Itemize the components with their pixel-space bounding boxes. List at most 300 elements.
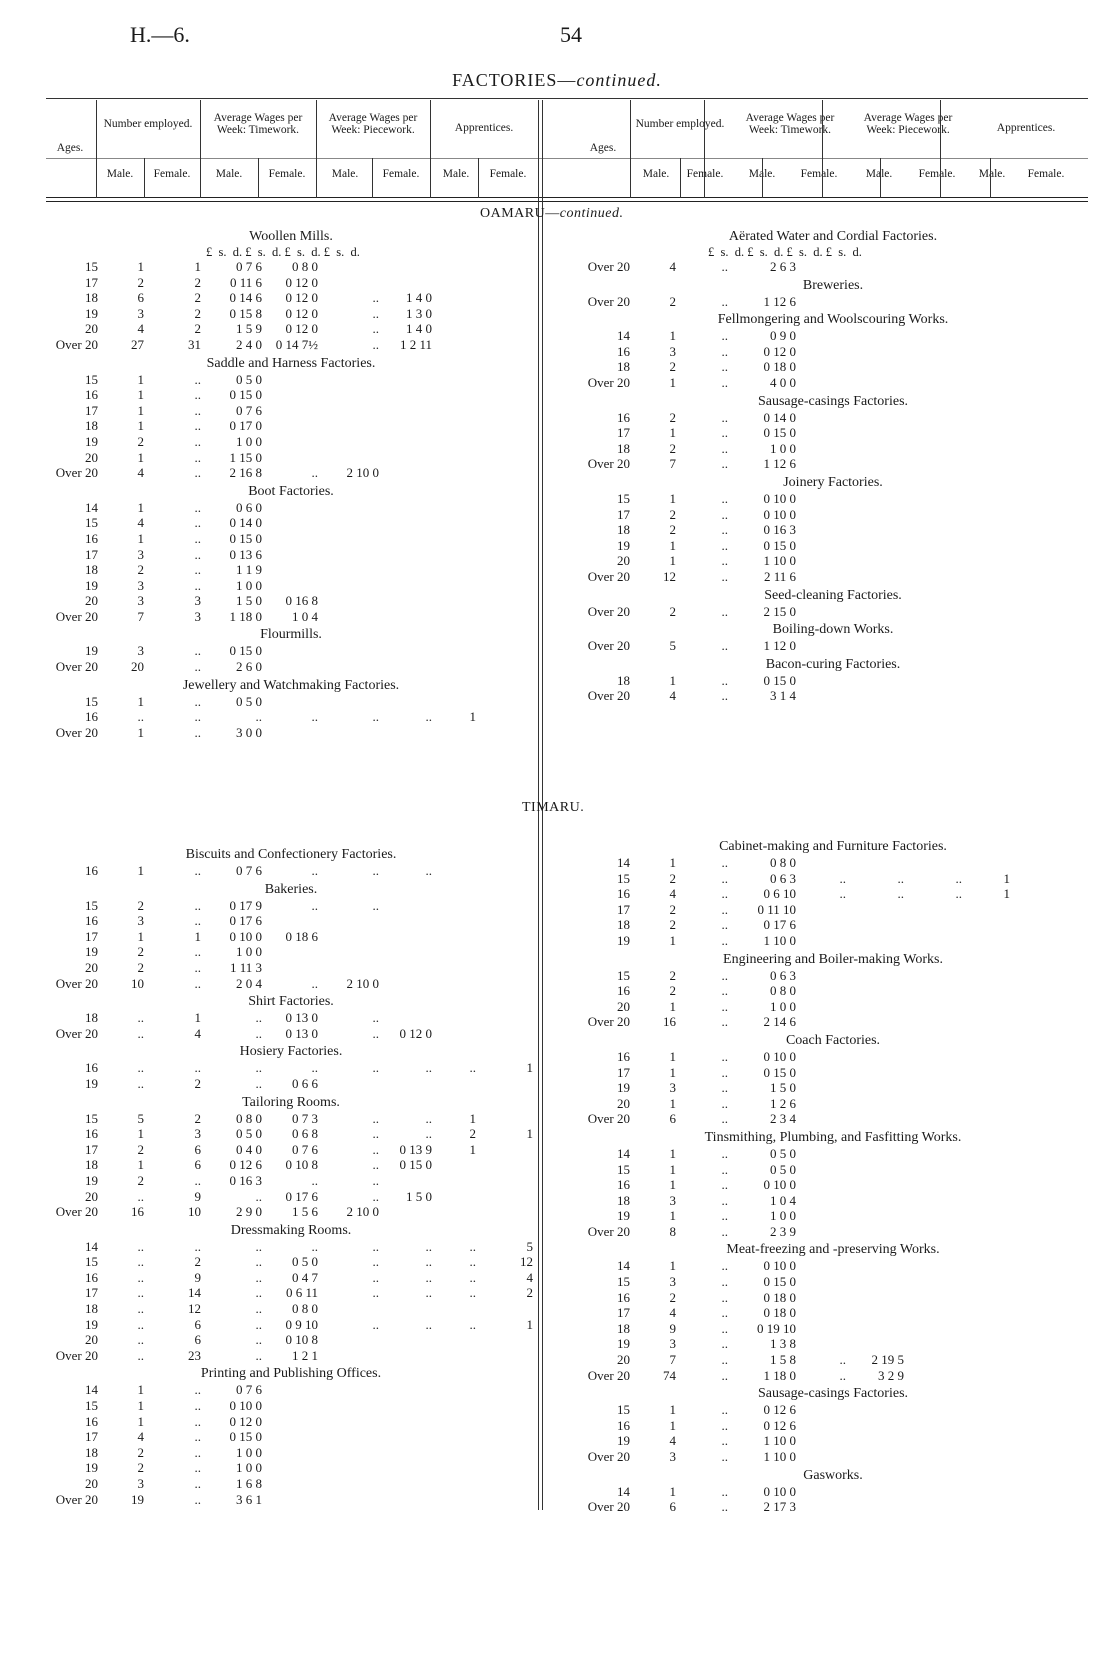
cell-female-employed: 4 xyxy=(194,1025,201,1041)
cell-female-employed: 2 xyxy=(194,305,201,321)
column-rule xyxy=(704,100,705,198)
cell-female-employed: .. xyxy=(721,1111,728,1127)
cell-male-employed: 1 xyxy=(669,537,676,553)
cell-male-employed: 3 xyxy=(137,1476,144,1491)
cell-age: Over 20 xyxy=(55,1347,98,1363)
cell-age: Over 20 xyxy=(587,688,630,704)
cell-age: 18 xyxy=(617,917,630,933)
table-row xyxy=(46,372,536,388)
cell-male-timework: 2 6 3 xyxy=(770,259,796,274)
cell-male-employed: 2 xyxy=(669,522,676,538)
cell-male-timework: .. xyxy=(255,1347,262,1363)
table-row xyxy=(46,1382,536,1398)
section-title: Biscuits and Confectionery Factories. xyxy=(185,847,397,862)
cell-female-employed: 2 xyxy=(194,1254,201,1270)
cell-male-timework: 0 5 0 xyxy=(770,1145,796,1161)
cell-age: 17 xyxy=(617,425,630,441)
cell-age: 16 xyxy=(617,1048,630,1064)
cell-female-employed: .. xyxy=(721,343,728,359)
cell-age: 18 xyxy=(85,1301,98,1317)
cell-female-employed: .. xyxy=(721,1095,728,1111)
cell-female-employed: 3 xyxy=(194,593,201,609)
cell-female-timework: 1 2 1 xyxy=(292,1347,318,1363)
cell-female-piecework: .. xyxy=(425,709,432,725)
table-row xyxy=(46,863,536,879)
cell-female-employed: .. xyxy=(721,998,728,1014)
cell-male-employed: 4 xyxy=(669,688,676,704)
cell-female-employed: .. xyxy=(721,490,728,506)
cell-age: Over 20 xyxy=(55,659,98,675)
ages-header: Ages. xyxy=(56,142,84,154)
cell-male-piecework: 2 19 5 xyxy=(871,1352,904,1368)
cell-age: Over 20 xyxy=(587,1367,630,1383)
cell-male-timework: 3 0 0 xyxy=(236,724,262,740)
table-row xyxy=(46,434,536,450)
cell-female-employed: .. xyxy=(721,456,728,472)
table-header-right xyxy=(578,104,1088,200)
table-row xyxy=(46,1026,536,1042)
table-row xyxy=(46,531,536,547)
cell-male-employed: 1 xyxy=(669,1064,676,1080)
cell-male-employed: 3 xyxy=(669,1192,676,1208)
cell-female-employed: .. xyxy=(721,917,728,933)
cell-age: 18 xyxy=(617,440,630,456)
cell-female-employed: .. xyxy=(721,1417,728,1433)
cell-male-employed: 4 xyxy=(669,886,676,902)
cell-female-employed: 2 xyxy=(194,274,201,290)
ages-header: Ages. xyxy=(589,142,617,154)
cell-age: Over 20 xyxy=(587,1449,630,1464)
cell-female-employed: .. xyxy=(721,409,728,425)
cell-male-employed: .. xyxy=(137,1316,144,1332)
cell-female-timework: .. xyxy=(311,1060,318,1076)
cell-female-employed: .. xyxy=(721,1402,728,1418)
cell-age: 15 xyxy=(85,515,98,531)
cell-male-timework: 1 0 0 xyxy=(770,1208,796,1224)
section-title: Bakeries. xyxy=(264,881,318,897)
cell-female-employed: 2 xyxy=(194,290,201,306)
cell-female-apprentices: 5 xyxy=(526,1238,533,1254)
cell-male-employed: 3 xyxy=(137,577,144,593)
cell-female-employed: .. xyxy=(194,643,201,659)
cell-male-employed: 6 xyxy=(669,1111,676,1127)
cell-male-employed: 12 xyxy=(663,568,676,584)
cell-female-employed: .. xyxy=(721,293,728,309)
cell-male-employed: 2 xyxy=(669,870,676,886)
cell-male-employed: 2 xyxy=(669,967,676,983)
cell-female-timework: 0 14 7½ xyxy=(275,336,318,352)
section-title: Meat-freezing and -preserving Works. xyxy=(726,1242,940,1258)
cell-female-piecework: .. xyxy=(425,1110,432,1126)
cell-age: 20 xyxy=(85,321,98,337)
cell-female-piecework: 0 15 0 xyxy=(399,1157,432,1173)
cell-female-piecework: 0 13 9 xyxy=(399,1141,432,1157)
cell-female-employed: .. xyxy=(194,371,201,387)
cell-age: 17 xyxy=(85,546,98,562)
table-row xyxy=(578,522,1088,538)
cell-male-employed: 8 xyxy=(669,1223,676,1239)
cell-age: 18 xyxy=(617,522,630,538)
cell-female-employed: .. xyxy=(194,546,201,562)
cell-female-employed: .. xyxy=(194,577,201,593)
cell-female-timework: 0 4 7 xyxy=(292,1269,318,1285)
cell-female-piecework: 1 4 0 xyxy=(406,290,432,306)
cell-male-apprentices: 1 xyxy=(1003,886,1010,902)
column-rule xyxy=(96,100,97,198)
cell-male-timework: 0 10 0 xyxy=(763,1048,796,1064)
cell-male-timework: 0 15 0 xyxy=(229,1429,262,1445)
cell-male-piecework: .. xyxy=(372,1285,379,1301)
cell-male-timework: 4 0 0 xyxy=(770,374,796,390)
cell-male-timework: 0 16 3 xyxy=(229,1172,262,1188)
table-row xyxy=(578,1368,1088,1384)
cell-male-employed: 1 xyxy=(669,1402,676,1418)
cell-age: 16 xyxy=(85,1413,98,1429)
table-row xyxy=(46,1460,536,1476)
cell-male-timework: 0 7 6 xyxy=(236,259,262,274)
table-row xyxy=(46,913,536,929)
cell-male-timework: 0 12 0 xyxy=(229,1413,262,1429)
cell-male-employed: .. xyxy=(137,1254,144,1270)
cell-female-employed: .. xyxy=(721,359,728,375)
cell-age: Over 20 xyxy=(55,1025,98,1041)
cell-female-piecework: .. xyxy=(425,1316,432,1332)
male-label: Male. xyxy=(748,168,776,180)
cell-age: 17 xyxy=(85,1285,98,1301)
table-row xyxy=(46,1126,536,1142)
cell-age: Over 20 xyxy=(587,603,630,619)
cell-male-timework: 0 17 6 xyxy=(763,917,796,933)
cell-male-employed: 16 xyxy=(131,1204,144,1220)
cell-male-employed: 2 xyxy=(669,901,676,917)
cell-male-timework: 0 13 6 xyxy=(229,546,262,562)
cell-male-employed: 2 xyxy=(669,506,676,522)
cell-female-employed: .. xyxy=(721,425,728,441)
cell-age: 14 xyxy=(617,328,630,344)
cell-male-employed: 2 xyxy=(669,440,676,456)
table-row xyxy=(578,1224,1088,1240)
cell-age: 14 xyxy=(85,1382,98,1398)
cell-age: 16 xyxy=(617,983,630,999)
cell-female-employed: .. xyxy=(194,1429,201,1445)
cell-male-timework: 2 16 8 xyxy=(229,465,262,481)
cell-male-piecework: .. xyxy=(372,1238,379,1254)
table-row xyxy=(578,1449,1088,1465)
cell-age: Over 20 xyxy=(55,465,98,481)
cell-male-piecework: 2 10 0 xyxy=(346,975,379,991)
cell-age: 16 xyxy=(617,343,630,359)
cell-male-employed: 2 xyxy=(669,409,676,425)
cell-male-employed: 1 xyxy=(669,932,676,948)
cell-female-employed: .. xyxy=(721,328,728,344)
cell-male-piecework: .. xyxy=(372,1060,379,1076)
table-row xyxy=(578,375,1088,391)
factory-section xyxy=(578,1030,1088,1127)
wages-timework-header: Average Wages per Week: Timework. xyxy=(745,112,835,136)
table-row xyxy=(46,1332,536,1348)
cell-male-timework: .. xyxy=(255,1316,262,1332)
cell-male-employed: 3 xyxy=(137,593,144,609)
table-row xyxy=(578,294,1088,310)
cell-male-timework: 1 0 0 xyxy=(236,1444,262,1460)
male-label: Male. xyxy=(865,168,893,180)
cell-female-employed: .. xyxy=(721,259,728,274)
cell-female-employed: .. xyxy=(194,1398,201,1414)
cell-female-employed: .. xyxy=(721,1352,728,1368)
cell-female-employed: .. xyxy=(194,913,201,929)
cell-male-timework: 0 6 3 xyxy=(770,967,796,983)
cell-female-apprentices: 1 xyxy=(526,1060,533,1076)
table-row xyxy=(578,344,1088,360)
cell-age: 16 xyxy=(85,1060,98,1076)
cell-age: 16 xyxy=(85,863,98,878)
cell-male-employed: 1 xyxy=(669,1161,676,1177)
cell-female-timework: 1 5 6 xyxy=(292,1204,318,1220)
cell-age: 20 xyxy=(85,1332,98,1348)
cell-male-timework: .. xyxy=(255,1188,262,1204)
table-row xyxy=(578,1096,1088,1112)
cell-age: 20 xyxy=(85,1188,98,1204)
cell-male-timework: 1 18 0 xyxy=(229,608,262,624)
factory-section xyxy=(578,1383,1088,1464)
cell-age: Over 20 xyxy=(55,608,98,624)
table-row xyxy=(46,694,536,710)
cell-female-employed: 2 xyxy=(194,1075,201,1091)
cell-female-employed: .. xyxy=(721,1064,728,1080)
cell-age: 20 xyxy=(617,998,630,1014)
table-row xyxy=(578,456,1088,472)
table-row xyxy=(46,1348,536,1364)
cell-female-employed: .. xyxy=(721,1433,728,1449)
cell-female-timework: .. xyxy=(839,1367,846,1383)
cell-age: 20 xyxy=(617,553,630,569)
cell-age: 17 xyxy=(85,1429,98,1445)
table-row xyxy=(578,1193,1088,1209)
cell-age: Over 20 xyxy=(55,1491,98,1507)
cell-male-timework: 2 17 3 xyxy=(763,1499,796,1515)
cell-male-employed: 2 xyxy=(137,944,144,960)
cell-female-timework: .. xyxy=(311,1238,318,1254)
region-timaru: TIMARU. xyxy=(522,800,585,815)
cell-male-timework: 0 5 0 xyxy=(236,371,262,387)
table-row xyxy=(46,725,536,741)
cell-age: 19 xyxy=(617,1080,630,1096)
cell-male-timework: 0 14 6 xyxy=(229,290,262,306)
cell-male-employed: 1 xyxy=(669,1048,676,1064)
cell-male-apprentices: 1 xyxy=(469,1110,476,1126)
cell-age: 20 xyxy=(85,959,98,975)
cell-female-employed: .. xyxy=(194,1172,201,1188)
table-row xyxy=(578,1402,1088,1418)
cell-male-employed: 1 xyxy=(669,1258,676,1274)
cell-age: 18 xyxy=(85,562,98,578)
apprentices-header: Apprentices. xyxy=(996,122,1056,134)
table-row xyxy=(578,359,1088,375)
cell-female-employed: .. xyxy=(194,1476,201,1491)
male-label: Male. xyxy=(215,168,243,180)
cell-female-timework: 1 0 4 xyxy=(292,608,318,624)
cell-male-timework: 0 14 0 xyxy=(229,515,262,531)
cell-male-piecework: .. xyxy=(372,1157,379,1173)
table-row xyxy=(578,688,1088,704)
cell-male-piecework: .. xyxy=(372,1188,379,1204)
cell-age: 19 xyxy=(85,1172,98,1188)
cell-male-employed: 1 xyxy=(137,371,144,387)
cell-male-piecework: .. xyxy=(372,321,379,337)
cell-age: 19 xyxy=(617,1208,630,1224)
factory-section xyxy=(46,1220,536,1364)
region-oamaru-continued: continued. xyxy=(559,206,624,221)
table-row xyxy=(46,898,536,914)
cell-male-timework: 0 19 10 xyxy=(757,1320,796,1336)
female-label: Female. xyxy=(153,168,191,180)
cell-female-employed: .. xyxy=(194,1238,201,1254)
cell-male-employed: 16 xyxy=(663,1014,676,1030)
cell-male-timework: 0 18 0 xyxy=(763,1305,796,1321)
cell-male-employed: 3 xyxy=(669,1080,676,1096)
cell-male-employed: 2 xyxy=(669,359,676,375)
section-title: Sausage-casings Factories. xyxy=(757,1386,909,1402)
cell-age: 16 xyxy=(617,409,630,425)
cell-female-employed: .. xyxy=(721,1320,728,1336)
section-title: Aërated Water and Cordial Factories. xyxy=(728,229,938,244)
female-label: Female. xyxy=(1027,168,1065,180)
cell-male-timework: 0 4 0 xyxy=(236,1141,262,1157)
cell-female-employed: .. xyxy=(194,1382,201,1398)
cell-male-timework: 3 6 1 xyxy=(236,1491,262,1507)
cell-female-apprentices: 1 xyxy=(526,1316,533,1332)
cell-female-employed: .. xyxy=(721,522,728,538)
cell-male-timework: 0 10 0 xyxy=(229,928,262,944)
cell-male-employed: 1 xyxy=(137,530,144,546)
cell-male-timework: 0 10 0 xyxy=(763,1483,796,1499)
table-row xyxy=(578,425,1088,441)
table-row xyxy=(46,290,536,306)
table-row xyxy=(578,604,1088,620)
female-label: Female. xyxy=(800,168,838,180)
section-title: Hosiery Factories. xyxy=(239,1044,343,1060)
cell-age: 19 xyxy=(617,1336,630,1352)
cell-male-timework: 1 12 0 xyxy=(763,638,796,654)
cell-age: 15 xyxy=(85,693,98,709)
cell-age: 20 xyxy=(617,1095,630,1111)
cell-age: 18 xyxy=(85,290,98,306)
cell-male-employed: 6 xyxy=(137,290,144,306)
wages-piecework-header: Average Wages per Week: Piecework. xyxy=(863,112,953,136)
table-row xyxy=(578,999,1088,1015)
cell-female-timework: 0 18 6 xyxy=(285,928,318,944)
cell-age: 14 xyxy=(85,499,98,515)
cell-female-timework: .. xyxy=(311,975,318,991)
section-title: Sausage-casings Factories. xyxy=(757,393,909,409)
cell-female-employed: .. xyxy=(721,983,728,999)
cell-male-timework: 0 6 10 xyxy=(763,886,796,902)
female-label: Female. xyxy=(918,168,956,180)
cell-male-timework: 1 5 9 xyxy=(236,321,262,337)
section-title: Seed-cleaning Factories. xyxy=(764,587,902,603)
cell-male-timework: 1 0 0 xyxy=(236,433,262,449)
factory-section xyxy=(578,585,1088,620)
cell-male-employed: 3 xyxy=(669,343,676,359)
cell-female-timework: 0 9 10 xyxy=(285,1316,318,1332)
currency-units-row: £ s. d. £ s. d. £ s. d. £ s. d. xyxy=(206,245,360,259)
table-row xyxy=(46,1398,536,1414)
cell-age: 19 xyxy=(85,305,98,321)
cell-age: Over 20 xyxy=(587,1499,630,1515)
cell-male-piecework: .. xyxy=(372,1254,379,1270)
cell-female-piecework: 1 3 0 xyxy=(406,305,432,321)
section-title: Tinsmithing, Plumbing, and Fasfitting Works. xyxy=(704,1129,962,1145)
factory-section xyxy=(46,1092,536,1220)
cell-female-timework: .. xyxy=(839,1352,846,1368)
table-row xyxy=(578,1111,1088,1127)
cell-age: 16 xyxy=(85,530,98,546)
cell-female-timework: 0 17 6 xyxy=(285,1188,318,1204)
table-row xyxy=(46,1285,536,1301)
cell-male-employed: 2 xyxy=(669,603,676,619)
column-rule xyxy=(822,100,823,198)
table-row xyxy=(46,1492,536,1508)
table-row xyxy=(46,418,536,434)
cell-age: 16 xyxy=(617,1289,630,1305)
table-row xyxy=(578,1162,1088,1178)
table-row xyxy=(46,960,536,976)
cell-female-timework: .. xyxy=(839,886,846,902)
cell-male-employed: 1 xyxy=(137,1382,144,1398)
cell-male-employed: .. xyxy=(137,1188,144,1204)
cell-male-timework: 0 18 0 xyxy=(763,359,796,375)
cell-female-employed: .. xyxy=(721,638,728,654)
factory-section xyxy=(46,481,536,625)
cell-male-timework: 1 0 0 xyxy=(236,577,262,593)
table-row xyxy=(578,1499,1088,1515)
cell-female-employed: .. xyxy=(721,440,728,456)
right-oamaru-column xyxy=(578,226,1088,704)
female-label: Female. xyxy=(686,168,724,180)
cell-male-piecework: .. xyxy=(372,897,379,913)
table-row xyxy=(578,902,1088,918)
cell-female-piecework: 1 5 0 xyxy=(406,1188,432,1204)
column-rule xyxy=(372,158,373,198)
section-title: Cabinet-making and Furniture Factories. xyxy=(719,839,947,854)
cell-female-employed: .. xyxy=(194,1444,201,1460)
cell-male-employed: 74 xyxy=(663,1367,676,1383)
cell-female-employed: .. xyxy=(194,659,201,675)
cell-male-piecework: .. xyxy=(372,290,379,306)
cell-female-employed: .. xyxy=(721,1258,728,1274)
factory-section xyxy=(578,654,1088,704)
page-title-main: FACTORIES— xyxy=(452,70,577,90)
table-row xyxy=(578,933,1088,949)
cell-male-employed: 1 xyxy=(137,418,144,434)
cell-male-employed: 1 xyxy=(137,863,144,878)
cell-female-employed: .. xyxy=(721,537,728,553)
cell-female-timework: 0 6 11 xyxy=(285,1285,318,1301)
table-row xyxy=(578,1065,1088,1081)
cell-male-piecework: .. xyxy=(897,886,904,902)
cell-female-timework: 0 10 8 xyxy=(285,1157,318,1173)
cell-male-apprentices: 1 xyxy=(469,709,476,725)
cell-age: 15 xyxy=(617,870,630,886)
cell-male-employed: 2 xyxy=(669,983,676,999)
cell-female-employed: .. xyxy=(721,901,728,917)
cell-female-employed: .. xyxy=(194,418,201,434)
cell-age: 20 xyxy=(85,449,98,465)
cell-age: 14 xyxy=(617,855,630,870)
cell-female-employed: 9 xyxy=(194,1269,201,1285)
cell-male-timework: 0 12 6 xyxy=(763,1417,796,1433)
cell-male-timework: 0 17 6 xyxy=(229,913,262,929)
